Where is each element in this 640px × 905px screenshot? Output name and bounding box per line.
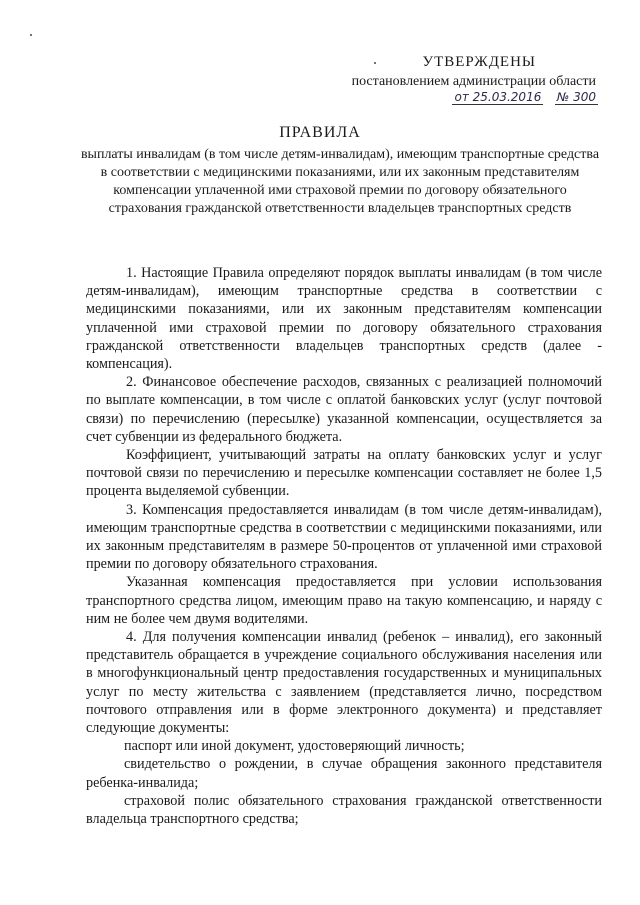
paragraph: 4. Для получения компенсации инвалид (ребенок – инвалид), его законный представитель обращается в учреждение социального обслуживания населения или в многофункциональный центр предоставления государственных и муниципальных услуг по месту жительства с заявлением (представляется лично, посредством почтового отправления или в форме электронного документа) и представляет следующие документы: (86, 629, 602, 737)
document-list-item: паспорт или иной документ, удостоверяющий личность; (124, 738, 465, 755)
approval-date: от 25.03.2016 (454, 90, 542, 104)
scan-speck (30, 34, 32, 36)
approval-line: постановлением администрации области (351, 74, 596, 89)
approval-number: № 300 (556, 90, 596, 104)
paragraph: Указанная компенсация предоставляется при условии использования транспортного средства лицом, имеющим право на такую компенсацию, и наряду с ним не более чем двумя водителями. (86, 574, 602, 627)
paragraph: 2. Финансовое обеспечение расходов, связанных с реализацией полномочий по выплате компенсации, в том числе с оплатой банковских услуг (услуг почтовой связи) по перечислению (пересылке) указанной компенсации, осуществляется за счет субвенции из федерального бюджета. (86, 374, 602, 445)
paragraph: Коэффициент, учитывающий затраты на оплату банковских услуг и услуг почтовой связи по перечислению и пересылке компенсации составляет не более 1,5 процента выделяемой субвенции. (86, 447, 602, 500)
paragraph: 1. Настоящие Правила определяют порядок выплаты инвалидам (в том числе детям-инвалидам), имеющим транспортные средства в соответствии с медицинскими показаниями, или их законным представителям компенсации уплаченной ими страховой премии по договору обязательного страхования гражданской ответственности владельцев транспортных средств (далее - компенсация). (86, 265, 602, 373)
document-list-item: страховой полис обязательного страхования гражданской ответственности владельца транспортного средства; (86, 792, 602, 828)
approval-stamp-block (352, 54, 596, 90)
approval-title: УТВЕРЖДЕНЫ (422, 54, 536, 70)
document-subtitle: выплаты инвалидам (в том числе детям-инвалидам), имеющим транспортные средства в соответствии с медицинскими показаниями, или их законным представителям компенсации уплаченной ими страховой премии по договору обязательного страхования гражданской ответственности владельцев транспортных средств (80, 147, 600, 216)
document-list-item: свидетельство о рождении, в случае обращения законного представителя ребенка-инвалида; (86, 756, 602, 791)
document-title: ПРАВИЛА (279, 124, 361, 141)
handwritten-date-number (452, 90, 598, 104)
document-body (86, 264, 602, 828)
paragraph: 3. Компенсация предоставляется инвалидам (в том числе детям-инвалидам), имеющим транспортные средства в соответствии с медицинскими показаниями, или их законным представителям в размере 50-процентов от уплаченной ими страховой премии по договору обязательного страхования. (86, 501, 602, 573)
